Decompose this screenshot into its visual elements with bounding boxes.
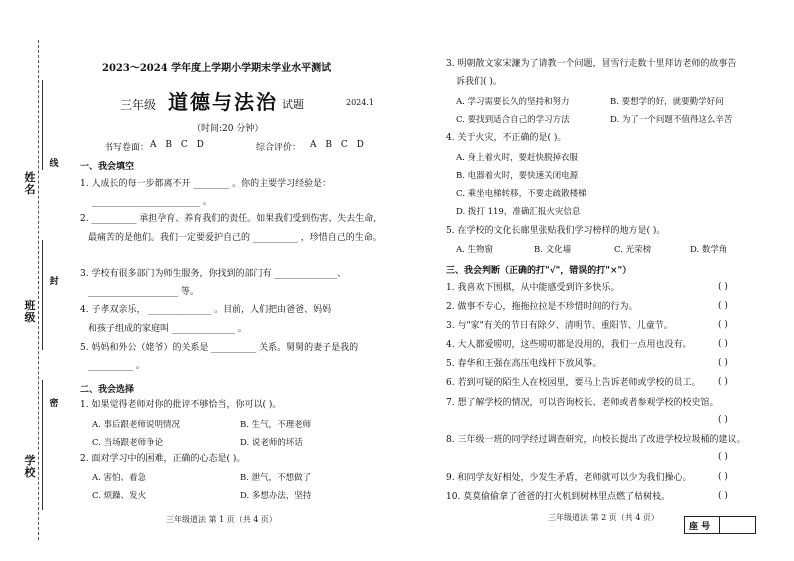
choice-q4-d: D. 拨打 119，准确汇报火灾信息 (456, 207, 581, 217)
fill-q4-line1: 4. 子孝双亲乐， ______________ 。目前，人们把由爸爸、妈妈 (80, 305, 332, 315)
name-underline (42, 80, 43, 170)
choice-q2-a: A. 害怕、着急 (92, 473, 147, 483)
judge-q5: 5. 春华和王强在高压电线杆下放风筝。 (446, 359, 602, 369)
choice-q3-line2: 诉我们( )。 (456, 77, 502, 87)
choice-q4-a: A. 身上着火时，要赶快脱掉衣服 (456, 153, 579, 163)
page1-footer: 三年级道法 第 1 页（共 4 页） (166, 515, 277, 524)
judge-q4: 4. 大人都爱唠叨，这些唠叨都是没用的，我们一点用也没有。 (446, 340, 692, 350)
fill-q5-line1: 5. 妈妈和外公（姥爷）的关系是 __________ 关系。舅舅的妻子是我的 (80, 343, 359, 353)
title-suffix: 试题 (282, 98, 304, 111)
fill-q2-line2: 最痛苦的是他们。我们一定要爱护自己的 __________ ，珍惜自己的生命。 (88, 233, 382, 243)
judge-q6-answer[interactable]: ( ) (718, 377, 728, 387)
exam-subtitle: 2023～2024 学年度上学期小学期末学业水平测试 (102, 63, 332, 74)
choice-q1-d: D. 说老师的坏话 (240, 438, 303, 448)
judge-q5-answer[interactable]: ( ) (718, 358, 728, 368)
choice-q1-a: A. 事后跟老师说明情况 (92, 420, 181, 430)
choice-q2: 2. 面对学习中的困难，正确的心态是( )。 (80, 454, 246, 464)
choice-q1: 1. 如果觉得老师对你的批评不够恰当，你可以( )。 (80, 400, 282, 410)
fill-q1-line2: ________________________ 。 (92, 197, 212, 207)
binding-line (38, 40, 39, 540)
class-underline (42, 240, 43, 350)
exam-time: （时间:20 分钟） (192, 124, 264, 134)
seat-number-box[interactable] (684, 516, 756, 534)
choice-q5-a: A. 生物窗 (456, 245, 494, 255)
choice-q5: 5. 在学校的文化长廊里张贴我们学习榜样的地方是( )。 (446, 226, 666, 236)
judge-q3-answer[interactable]: ( ) (718, 320, 728, 330)
judge-q1: 1. 我喜欢下围棋，从中能感受到许多快乐。 (446, 283, 620, 293)
judge-q8-answer[interactable]: ( ) (718, 452, 728, 462)
judge-q10-answer[interactable]: ( ) (718, 491, 728, 501)
judge-q2: 2. 做事不专心，拖拖拉拉是不珍惜时间的行为。 (446, 302, 638, 312)
judge-q2-answer[interactable]: ( ) (718, 301, 728, 311)
school-label: 学校 (24, 454, 36, 479)
choice-q3-d: D. 为了一个问题不值得这么辛苦 (610, 115, 733, 125)
choice-q1-c: C. 当场跟老师争论 (92, 438, 164, 448)
choice-q5-d: D. 数学角 (690, 245, 728, 255)
fill-q1-line1: 1. 人成长的每一步都离不开 ________ 。你的主要学习经验是： (80, 179, 332, 189)
exam-date: 2024.1 (346, 98, 374, 107)
judge-q4-answer[interactable]: ( ) (718, 339, 728, 349)
section-choice: 二、我会选择 (80, 385, 135, 395)
choice-q3-b: B. 要想学的好，就要勤学好问 (610, 97, 724, 107)
class-label: 班级 (24, 299, 36, 324)
school-underline (42, 380, 43, 510)
choice-q2-b: B. 泄气，不想做了 (240, 473, 312, 483)
choice-q4: 4. 关于火灾，不正确的是( )。 (446, 133, 567, 143)
choice-q2-d: D. 多想办法，坚持 (240, 491, 312, 501)
judge-q7-answer[interactable]: ( ) (718, 415, 728, 425)
overall-label: 综合评价： (256, 143, 302, 153)
choice-q5-b: B. 文化墙 (534, 245, 572, 255)
judge-q9: 9. 和同学友好相处，少发生矛盾，老师就可以少为我们操心。 (446, 473, 692, 483)
fill-q3-line2: ____________________ 等。 (88, 287, 199, 297)
page2-footer: 三年级道法 第 2 页（共 4 页） (548, 513, 659, 522)
section-judge: 三、我会判断（正确的打"√"，错误的打"×"） (446, 266, 632, 276)
grade-label: 三年级 (120, 98, 157, 112)
choice-q5-c: C. 光荣榜 (614, 245, 652, 255)
judge-q7: 7. 想了解学校的情况，可以咨询校长、老师或者参观学校的校史馆。 (446, 398, 719, 408)
line-char-feng: 封 (49, 277, 59, 287)
choice-q3-line1: 3. 明朝散文家宋濂为了请教一个问题，冒雪行走数十里拜访老师的故事告 (446, 59, 737, 69)
choice-q3-c: C. 要找到适合自己的学习方法 (456, 115, 570, 125)
seat-number-divider (719, 517, 720, 533)
fill-q2-line1: 2. __________ 承担孕育、养育我们的责任。如果我们受到伤害、失去生命, (80, 214, 377, 224)
choice-q4-c: C. 乘坐电梯转移，不要走疏散楼梯 (456, 189, 587, 199)
judge-q1-answer[interactable]: ( ) (718, 282, 728, 292)
judge-q10: 10. 莫莫偷偷拿了爸爸的打火机到树林里点燃了枯树枝。 (446, 492, 671, 502)
seat-number-label: 座 号 (689, 522, 711, 532)
choice-q2-c: C. 烦躁、发火 (92, 491, 147, 501)
section-fill-blank: 一、我会填空 (80, 162, 135, 172)
writing-label: 书写卷面： (104, 143, 150, 153)
fill-q4-line2: 和孩子组成的家庭叫 ______________ 。 (88, 324, 247, 334)
judge-q6: 6. 若到可疑的陌生人在校园里，要马上告诉老师或学校的员工。 (446, 378, 701, 388)
choice-q4-b: B. 电器着火时，要快速关闭电源 (456, 171, 579, 181)
name-label: 姓名 (24, 171, 36, 196)
overall-grades: A B C D (310, 140, 364, 150)
subject-title: 道德与法治 (168, 90, 278, 114)
line-char-mi: 密 (49, 399, 59, 409)
line-char-xian: 线 (49, 159, 59, 169)
judge-q8: 8. 三年级一班的同学经过调查研究，向校长提出了改进学校垃圾桶的建议。 (446, 435, 746, 445)
choice-q1-b: B. 生气，不理老师 (240, 420, 312, 430)
judge-q3: 3. 与"家"有关的节日有除夕、清明节、重阳节、儿童节。 (446, 321, 673, 331)
judge-q9-answer[interactable]: ( ) (718, 472, 728, 482)
choice-q3-a: A. 学习需要长久的坚持和努力 (456, 97, 570, 107)
fill-q3-line1: 3. 学校有很多部门为师生服务，你找到的部门有 ______________、 (80, 269, 347, 279)
fill-q5-line2: __________ 。 (88, 361, 145, 371)
writing-grades: A B C D (150, 140, 204, 150)
